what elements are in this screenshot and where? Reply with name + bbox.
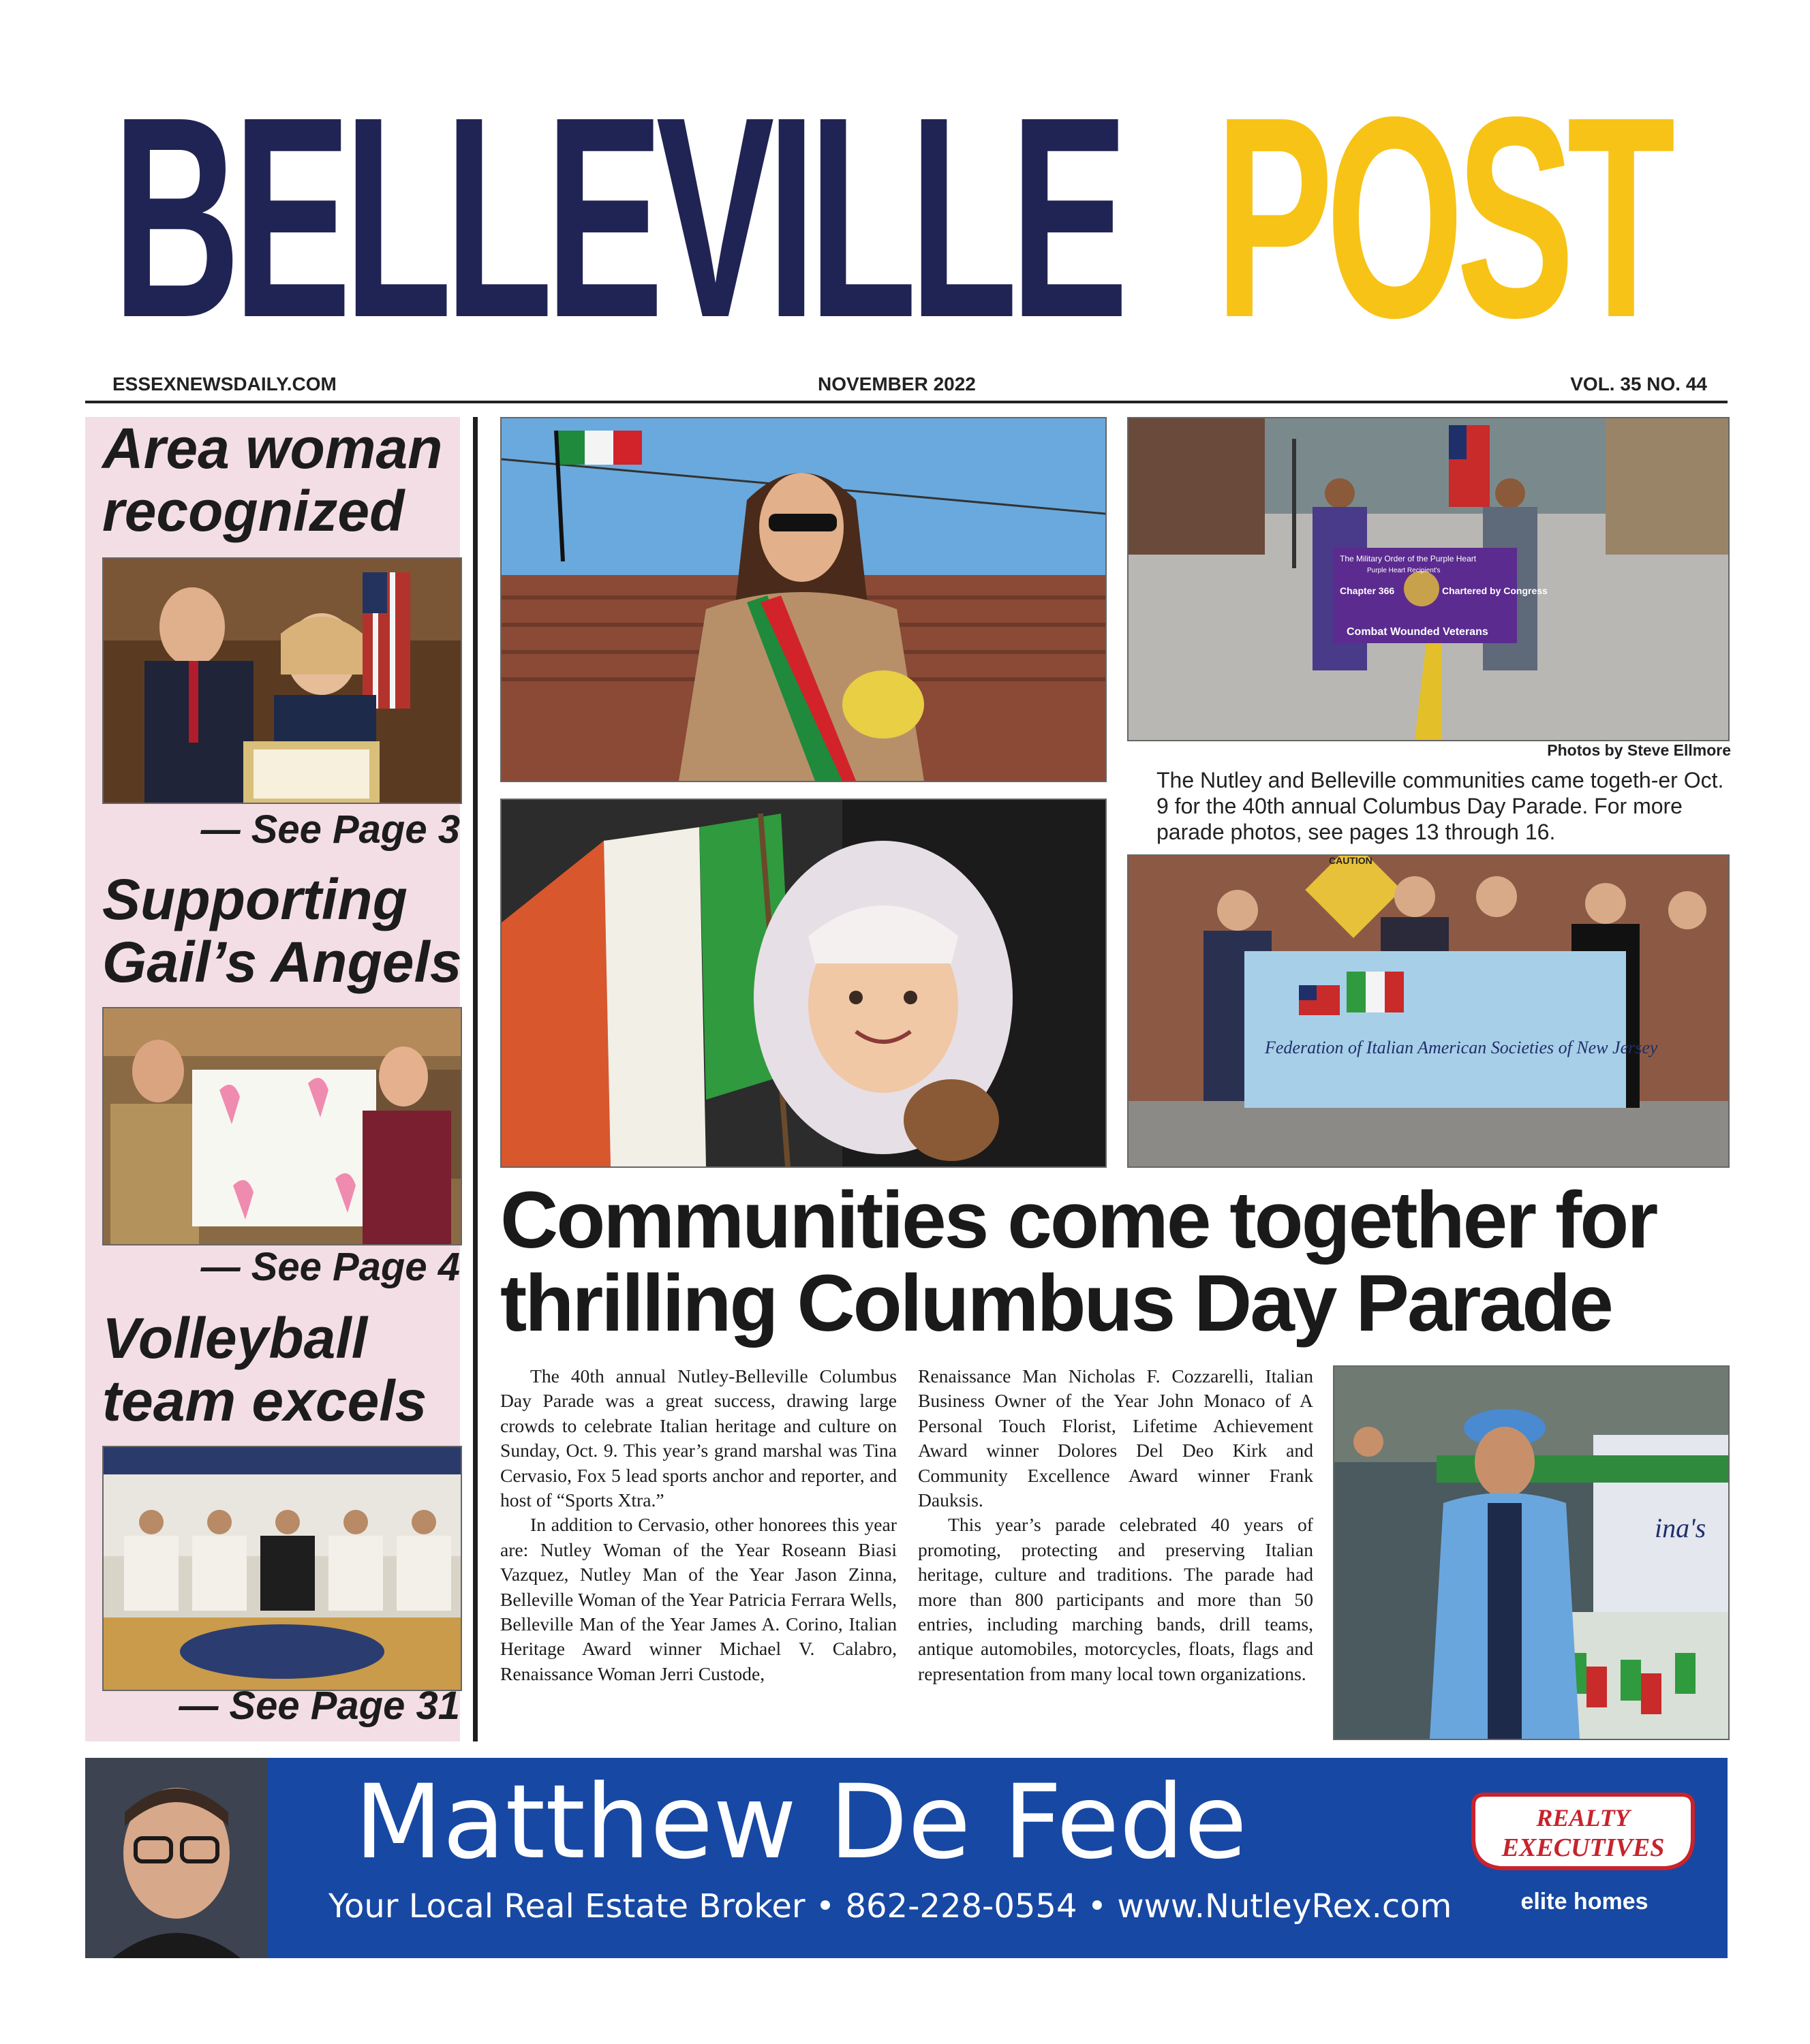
ad-agent-name: Matthew De Fede xyxy=(354,1763,1248,1882)
article-col2-paragraph-2: This year’s parade celebrated 40 years of promoting, protecting and preserving Italian heritage, culture and traditions. The parade had more than 800 participants and more than 50 entries, including marching bands, drill teams, antique automobiles, motorcycles, floats, flags and representation from many local town organizations. xyxy=(918,1514,1313,1684)
child-with-flag-image xyxy=(502,800,1105,1166)
article-column-1 xyxy=(500,1364,897,1686)
grand-marshal-image xyxy=(502,418,1105,781)
teaser-2-headline[interactable] xyxy=(102,868,463,993)
teaser-1-page-link[interactable]: — See Page 3 xyxy=(200,807,460,852)
costumed-marcher-image xyxy=(1334,1367,1728,1739)
purple-heart-banner-subtitle: Purple Heart Recipient's xyxy=(1367,567,1441,574)
teaser-3-page-link[interactable]: — See Page 31 xyxy=(179,1684,460,1728)
teaser-1-headline-line2: recognized xyxy=(102,479,405,543)
article-col1-paragraph-1: The 40th annual Nutley-Belleville Columbus Day Parade was a great success, drawing large crowds to celebrate Italian heritage and culture on Sunday, Oct. 9. This year’s grand marshal was Tina Cervasio, Fox 5 lead sports anchor and reporter, and host of “Sports Xtra.” xyxy=(500,1365,897,1511)
teaser-1-headline-line1: Area woman xyxy=(102,416,443,480)
masthead-title-post: POST xyxy=(1215,58,1668,377)
masthead-rule xyxy=(85,401,1728,403)
caution-sign-text: CAUTION xyxy=(1329,856,1372,866)
realty-badge-line2: EXECUTIVES xyxy=(1501,1833,1665,1862)
photo-child-flag xyxy=(500,799,1107,1168)
main-headline-line2: thrilling Columbus Day Parade xyxy=(500,1258,1612,1348)
award-photo-image xyxy=(104,559,461,803)
federation-banner-text: Federation of Italian American Societies of New Jersey xyxy=(1265,1038,1658,1057)
float-sign-text: ina's xyxy=(1655,1513,1706,1543)
teaser-2-headline-line2: Gail’s Angels xyxy=(102,930,462,994)
photo-grand-marshal xyxy=(500,417,1107,782)
main-headline-line1: Communities come together for xyxy=(500,1175,1657,1265)
volleyball-team-image xyxy=(104,1447,461,1690)
teaser-3-headline[interactable] xyxy=(102,1307,463,1432)
volume-number: VOL. 35 NO. 44 xyxy=(1570,373,1707,394)
teaser-2-headline-line1: Supporting xyxy=(102,867,408,931)
realty-badge-line1: REALTY xyxy=(1536,1804,1630,1831)
masthead-title-belleville: BELLEVILLE xyxy=(112,58,1121,377)
article-column-2 xyxy=(918,1364,1313,1686)
federation-banner-image xyxy=(1129,856,1728,1166)
teaser-3-headline-line2: team excels xyxy=(102,1369,427,1433)
agent-portrait-image xyxy=(85,1758,268,1958)
photo-caption: The Nutley and Belleville communities came togeth-er Oct. 9 for the 40th annual Columbus Day Parade. For more parade photos, see pages 13 through 16. xyxy=(1156,768,1724,844)
issue-date: NOVEMBER 2022 xyxy=(818,373,976,394)
realty-badge-icon xyxy=(1471,1791,1696,1872)
purple-heart-chartered: Chartered by Congress xyxy=(1442,585,1548,596)
purple-heart-chapter: Chapter 366 xyxy=(1340,585,1395,596)
main-headline xyxy=(500,1175,1727,1348)
realty-executives-logo xyxy=(1471,1791,1696,1872)
website-link[interactable]: ESSEXNEWSDAILY.COM xyxy=(112,373,337,394)
ad-agent-photo xyxy=(85,1758,268,1958)
teaser-2-page-link[interactable]: — See Page 4 xyxy=(200,1245,460,1289)
elite-homes-label: elite homes xyxy=(1520,1889,1648,1915)
teaser-2-photo xyxy=(102,1007,462,1245)
photo-federation-banner xyxy=(1127,854,1730,1168)
photo-purple-heart xyxy=(1127,417,1730,741)
ad-tagline[interactable]: Your Local Real Estate Broker • 862-228-0554 • www.NutleyRex.com xyxy=(328,1887,1452,1925)
masthead xyxy=(112,58,1707,377)
article-col2-paragraph-1: Renaissance Man Nicholas F. Cozzarelli, Italian Business Owner of the Year John Monaco of A Personal Touch Florist, Lifetime Achievement Award winner Dolores Del Deo Kirk and Community Excellence Award winner Frank Dauksis. xyxy=(918,1365,1313,1511)
photo-credit: Photos by Steve Ellmore xyxy=(1547,741,1731,759)
teaser-3-headline-line1: Volleyball xyxy=(102,1306,368,1370)
photo-float-costume xyxy=(1333,1365,1730,1740)
teaser-1-headline[interactable] xyxy=(102,417,463,542)
sidebar-divider xyxy=(473,417,478,1741)
purple-heart-march-image xyxy=(1129,418,1728,740)
teaser-3-photo xyxy=(102,1446,462,1691)
article-col1-paragraph-2: In addition to Cervasio, other honorees this year are: Nutley Woman of the Year Roseann Biasi Vazquez, Nutley Man of the Year Jason Zinna, Belleville Woman of the Year Patricia Ferrara Wells, Belleville Man of the Year James A. Corino, Italian Heritage Award winner Michael V. Calabro, Renaissance Woman Jerri Custode, xyxy=(500,1514,897,1684)
purple-heart-banner-title: The Military Order of the Purple Heart xyxy=(1340,554,1477,563)
purple-heart-banner-bottom: Combat Wounded Veterans xyxy=(1347,626,1488,638)
dateline xyxy=(112,373,1707,398)
teaser-1-photo xyxy=(102,557,462,804)
donation-poster-image xyxy=(104,1008,461,1244)
